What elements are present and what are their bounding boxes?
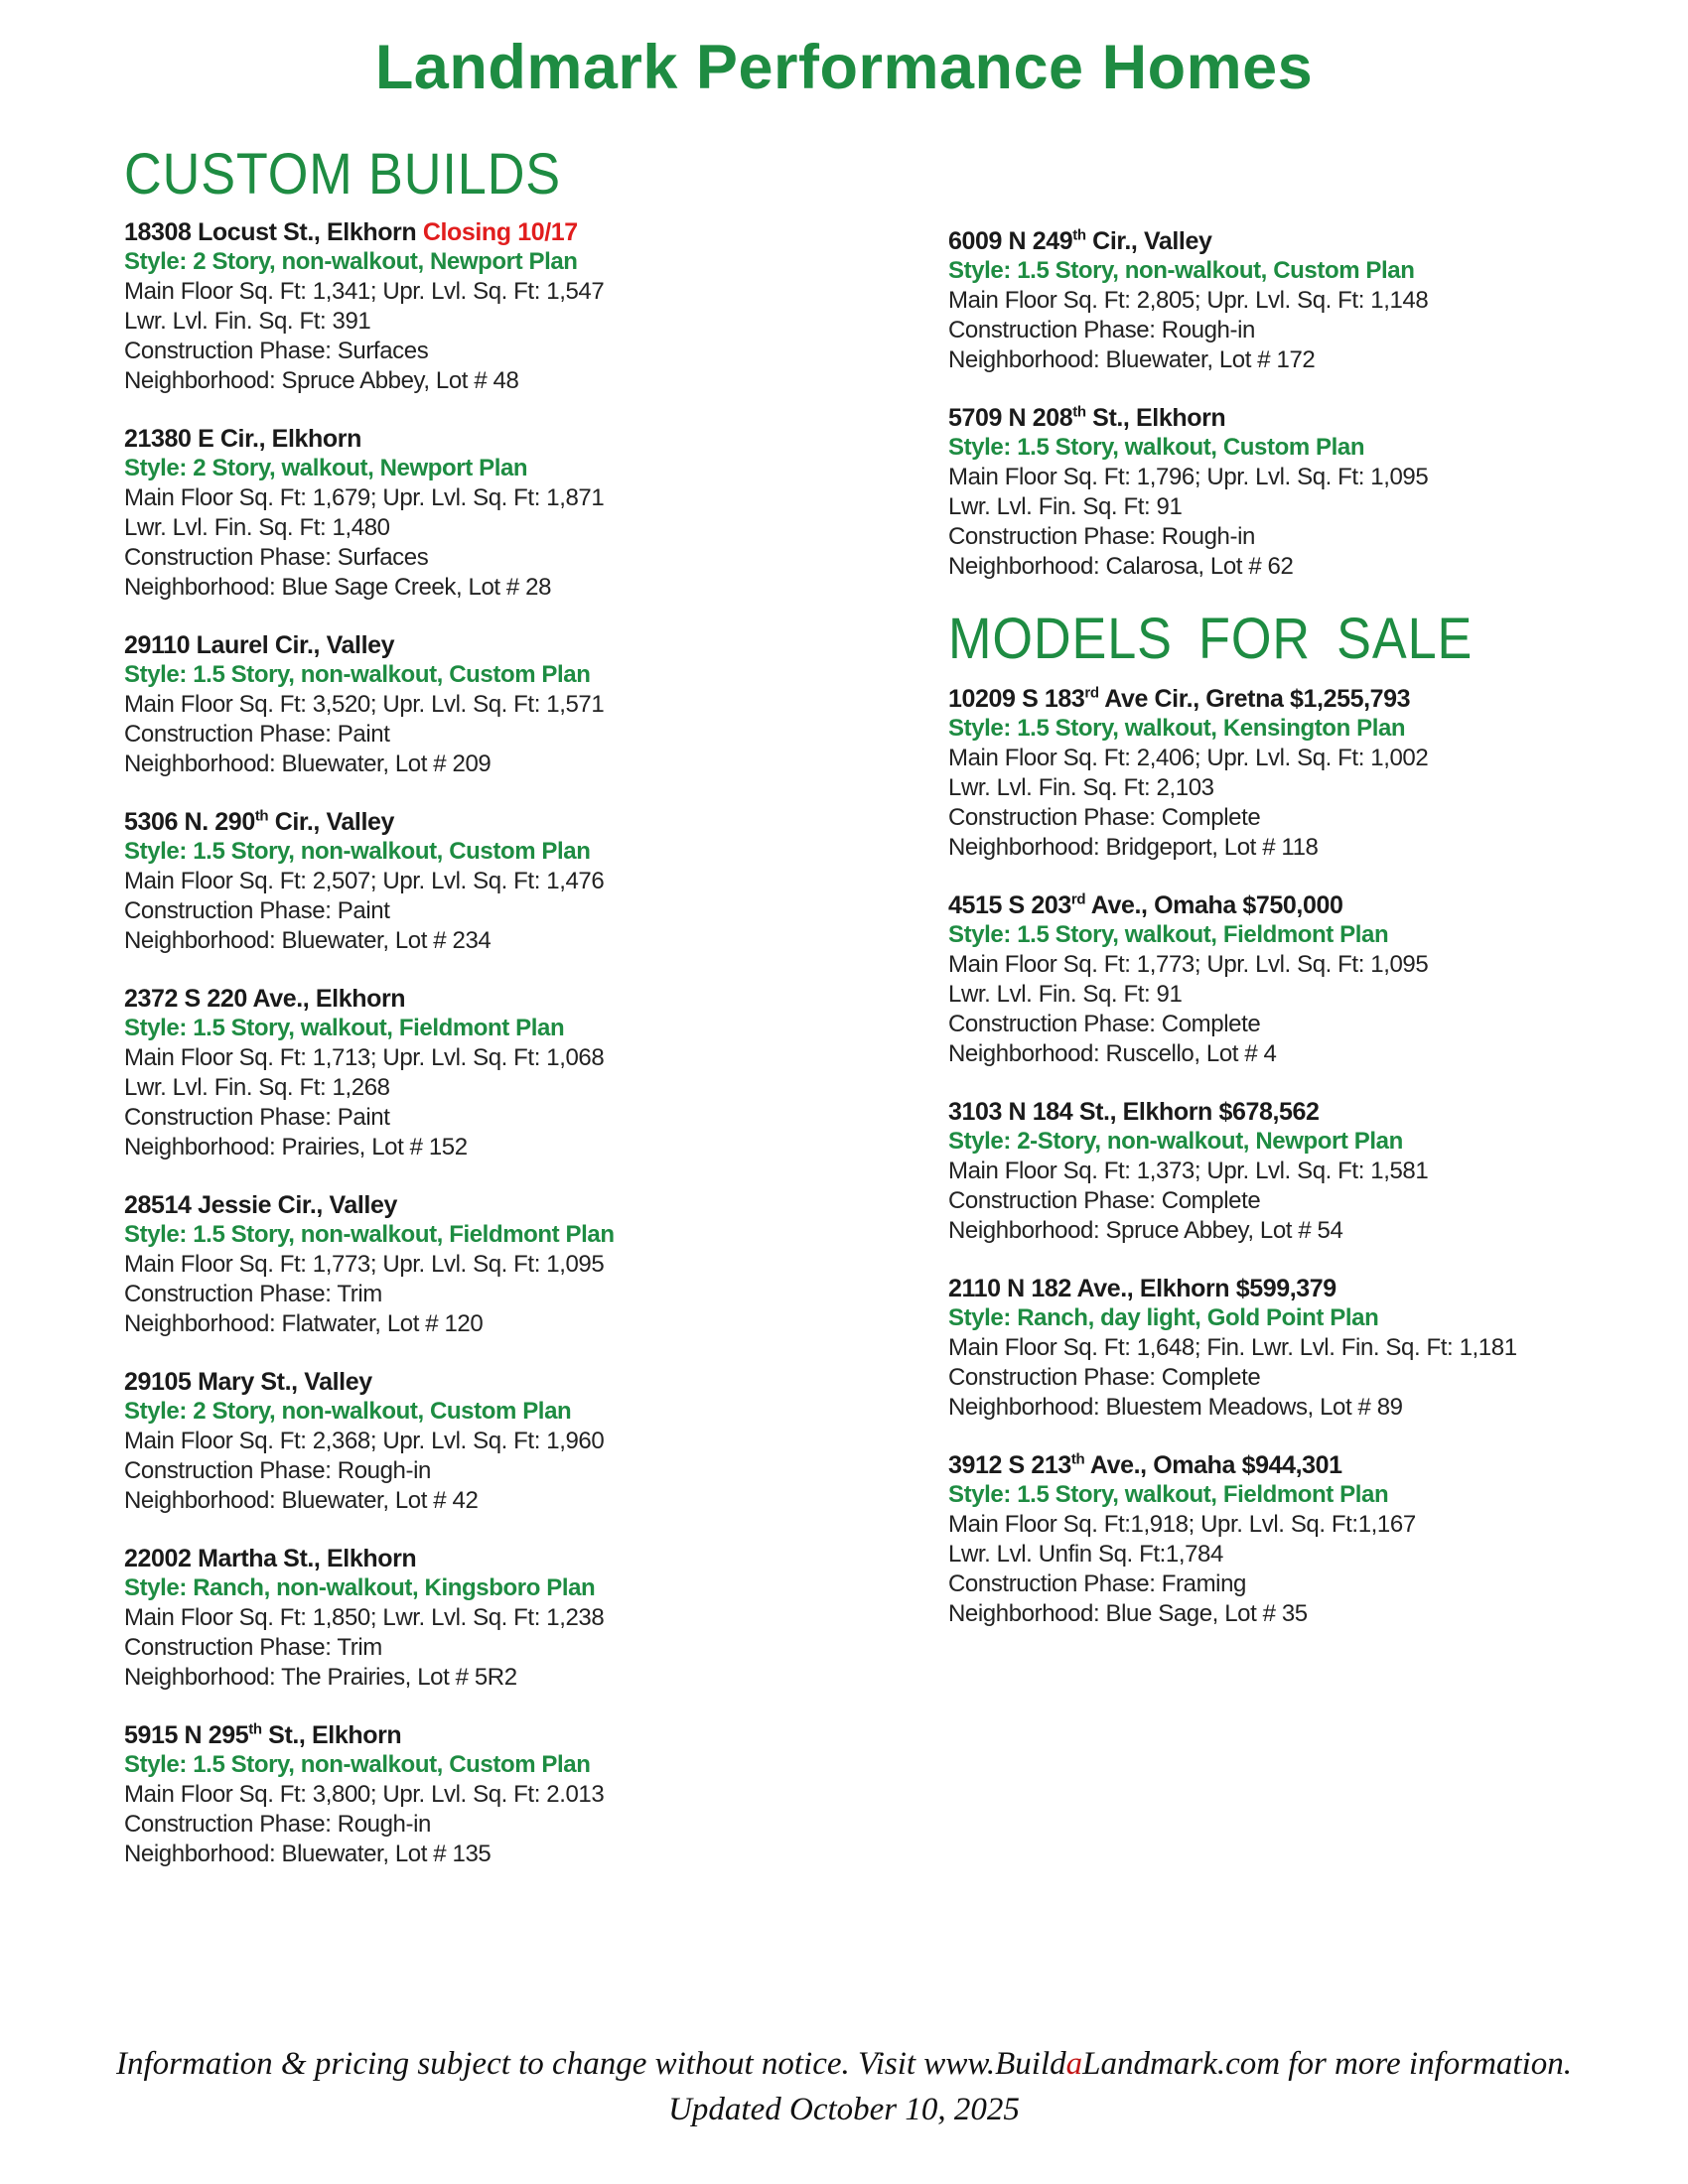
listing-detail: Construction Phase: Rough-in [124, 1456, 431, 1484]
listing-detail: Lwr. Lvl. Fin. Sq. Ft: 1,268 [124, 1073, 390, 1101]
listing-detail: Construction Phase: Trim [124, 1280, 382, 1307]
address-text: 2110 N 182 Ave., Elkhorn [948, 1274, 1230, 1302]
address-text: 18308 Locust St., Elkhorn [124, 217, 417, 246]
listing-address [948, 226, 1663, 256]
listing-detail: Neighborhood: Bridgeport, Lot # 118 [948, 833, 1319, 861]
listing-style: Style: 2-Story, non-walkout, Newport Plan [948, 1127, 1403, 1155]
right-column [948, 226, 1663, 1657]
listing-detail: Main Floor Sq. Ft: 1,341; Upr. Lvl. Sq. Ft: 1,547 [124, 277, 605, 305]
listing-detail: Main Floor Sq. Ft: 3,520; Upr. Lvl. Sq. Ft: 1,571 [124, 690, 605, 718]
custom-builds-listings-col1 [124, 217, 928, 1869]
listing-address [124, 1720, 928, 1750]
listing-detail: Main Floor Sq. Ft:1,918; Upr. Lvl. Sq. Ft:1,167 [948, 1510, 1416, 1538]
listing-detail: Neighborhood: Bluewater, Lot # 135 [124, 1840, 492, 1867]
listing-detail: Main Floor Sq. Ft: 1,850; Lwr. Lvl. Sq. Ft: 1,238 [124, 1603, 605, 1631]
listing-style: Style: Ranch, day light, Gold Point Plan [948, 1303, 1379, 1331]
listing-detail: Construction Phase: Surfaces [124, 337, 429, 364]
models-for-sale-heading: MODELS FOR SALE [948, 607, 1474, 671]
listing-style: Style: 2 Story, non-walkout, Custom Plan [124, 1397, 572, 1425]
address-text: 21380 E Cir., Elkhorn [124, 424, 361, 453]
listing-detail: Neighborhood: Blue Sage Creek, Lot # 28 [124, 573, 552, 601]
listing [124, 807, 928, 956]
listing-style: Style: 1.5 Story, walkout, Fieldmont Plan [948, 920, 1389, 948]
listing-detail: Main Floor Sq. Ft: 1,373; Upr. Lvl. Sq. Ft: 1,581 [948, 1157, 1429, 1184]
listing-style: Style: 2 Story, non-walkout, Newport Plan [124, 247, 578, 275]
listing-detail: Neighborhood: Bluewater, Lot # 172 [948, 346, 1316, 373]
listing-address [948, 403, 1663, 433]
listing-detail: Main Floor Sq. Ft: 1,648; Fin. Lwr. Lvl. Fin. Sq. Ft: 1,181 [948, 1333, 1517, 1361]
listing-price: $944,301 [1241, 1450, 1342, 1479]
listing [124, 984, 928, 1162]
listing-detail: Main Floor Sq. Ft: 2,368; Upr. Lvl. Sq. Ft: 1,960 [124, 1427, 605, 1454]
listing-style: Style: 2 Story, walkout, Newport Plan [124, 454, 528, 481]
listing-price: $599,379 [1235, 1274, 1336, 1302]
listing [948, 1097, 1663, 1246]
listing-address [124, 1190, 928, 1220]
address-text: 3103 N 184 St., Elkhorn [948, 1097, 1212, 1126]
listing-address [124, 424, 928, 454]
address-text: St., Elkhorn [261, 1720, 402, 1749]
models-for-sale-listings [948, 684, 1663, 1629]
address-text: 5915 N 295 [124, 1720, 249, 1749]
listing-address [948, 1274, 1663, 1303]
listing-address [948, 890, 1663, 920]
listing-detail: Lwr. Lvl. Fin. Sq. Ft: 2,103 [948, 773, 1214, 801]
listing-detail: Lwr. Lvl. Fin. Sq. Ft: 91 [948, 980, 1183, 1008]
address-text: Ave Cir., Gretna [1098, 684, 1284, 713]
page-title: Landmark Performance Homes [374, 33, 1314, 102]
address-text: Cir., Valley [268, 807, 395, 836]
listing-detail: Main Floor Sq. Ft: 1,796; Upr. Lvl. Sq. Ft: 1,095 [948, 464, 1429, 490]
listing-detail: Neighborhood: Spruce Abbey, Lot # 48 [124, 366, 519, 394]
address-text: 22002 Martha St., Elkhorn [124, 1544, 417, 1572]
listing-detail: Construction Phase: Complete [948, 803, 1261, 831]
listing-style: Style: 1.5 Story, non-walkout, Fieldmont Plan [124, 1220, 615, 1248]
listing-detail: Neighborhood: Bluewater, Lot # 42 [124, 1486, 479, 1514]
footer-disclaimer-text: Information & pricing subject to change without notice. Visit www.Build [116, 2046, 1066, 2082]
listing-address [124, 807, 928, 837]
address-text: 28514 Jessie Cir., Valley [124, 1190, 397, 1219]
address-text: 5709 N 208 [948, 404, 1073, 432]
listing-style: Style: 1.5 Story, non-walkout, Custom Plan [124, 1750, 591, 1778]
listing-style: Style: 1.5 Story, non-walkout, Custom Plan [948, 257, 1415, 284]
listing-detail: Construction Phase: Rough-in [124, 1810, 431, 1838]
listing-style: Style: 1.5 Story, non-walkout, Custom Plan [124, 660, 591, 688]
listing-detail: Neighborhood: Prairies, Lot # 152 [124, 1133, 468, 1160]
closing-badge: Closing 10/17 [422, 217, 578, 246]
listing-detail: Main Floor Sq. Ft: 2,805; Upr. Lvl. Sq. Ft: 1,148 [948, 287, 1429, 314]
listing-detail: Lwr. Lvl. Fin. Sq. Ft: 1,480 [124, 513, 390, 541]
listing [948, 1274, 1663, 1423]
listing-detail: Lwr. Lvl. Unfin Sq. Ft:1,784 [948, 1540, 1223, 1568]
listing-detail: Construction Phase: Trim [124, 1633, 382, 1661]
address-ordinal: th [1070, 1450, 1085, 1468]
address-ordinal: rd [1070, 890, 1086, 908]
listing-detail: Lwr. Lvl. Fin. Sq. Ft: 391 [124, 307, 371, 335]
listing-detail: Main Floor Sq. Ft: 2,507; Upr. Lvl. Sq. Ft: 1,476 [124, 867, 605, 894]
listing-price: $678,562 [1218, 1097, 1320, 1126]
listing-address [124, 1367, 928, 1397]
listing-detail: Construction Phase: Paint [124, 720, 390, 748]
footer-updated-date: Updated October 10, 2025 [668, 2092, 1020, 2127]
listing-detail: Neighborhood: Bluestem Meadows, Lot # 89 [948, 1393, 1403, 1421]
listing-detail: Construction Phase: Framing [948, 1570, 1247, 1597]
address-text: Ave., Omaha [1085, 890, 1236, 919]
listing [948, 1450, 1663, 1629]
listing [124, 1367, 928, 1516]
listing-detail: Construction Phase: Rough-in [948, 317, 1255, 343]
listing-address [948, 684, 1663, 714]
custom-builds-listings-col2 [948, 226, 1663, 582]
listing-style: Style: Ranch, non-walkout, Kingsboro Plan [124, 1573, 596, 1601]
listing [948, 890, 1663, 1069]
listing-price: $1,255,793 [1290, 684, 1411, 713]
listing-detail: Neighborhood: Blue Sage, Lot # 35 [948, 1599, 1308, 1627]
footer-red-letter: a [1065, 2046, 1083, 2082]
listing [124, 424, 928, 603]
listing-address [124, 984, 928, 1014]
listing-detail: Main Floor Sq. Ft: 1,713; Upr. Lvl. Sq. Ft: 1,068 [124, 1043, 605, 1071]
listing-detail: Neighborhood: Spruce Abbey, Lot # 54 [948, 1216, 1343, 1244]
listing-style: Style: 1.5 Story, walkout, Custom Plan [948, 434, 1365, 461]
address-text: 2372 S 220 Ave., Elkhorn [124, 984, 406, 1013]
listing-detail: Neighborhood: Bluewater, Lot # 209 [124, 750, 492, 777]
address-text: 5306 N. 290 [124, 807, 255, 836]
address-ordinal: th [254, 807, 269, 825]
address-text: 10209 S 183 [948, 684, 1085, 713]
listing-style: Style: 1.5 Story, walkout, Kensington Plan [948, 714, 1406, 742]
listing [948, 403, 1663, 582]
listing [124, 1720, 928, 1869]
listing-detail: Main Floor Sq. Ft: 2,406; Upr. Lvl. Sq. Ft: 1,002 [948, 744, 1429, 771]
listing-detail: Neighborhood: The Prairies, Lot # 5R2 [124, 1663, 517, 1691]
listing [948, 226, 1663, 375]
address-text: Cir., Valley [1085, 227, 1212, 255]
custom-builds-column-1 [124, 142, 928, 1897]
listing-detail: Construction Phase: Complete [948, 1010, 1261, 1037]
address-text: 6009 N 249 [948, 227, 1073, 255]
listing-price: $750,000 [1242, 890, 1343, 919]
listing-detail: Construction Phase: Surfaces [124, 543, 429, 571]
listing-address [948, 1450, 1663, 1480]
listing [948, 684, 1663, 863]
listing-detail: Neighborhood: Flatwater, Lot # 120 [124, 1309, 484, 1337]
listing-detail: Lwr. Lvl. Fin. Sq. Ft: 91 [948, 493, 1183, 520]
listing-detail: Main Floor Sq. Ft: 1,773; Upr. Lvl. Sq. Ft: 1,095 [948, 950, 1429, 978]
listing-address [124, 1544, 928, 1573]
listing-address [124, 217, 928, 247]
listing-style: Style: 1.5 Story, walkout, Fieldmont Plan [124, 1014, 565, 1041]
listing-detail: Neighborhood: Calarosa, Lot # 62 [948, 553, 1294, 580]
listing-detail: Construction Phase: Complete [948, 1363, 1261, 1391]
listing-detail: Main Floor Sq. Ft: 1,679; Upr. Lvl. Sq. Ft: 1,871 [124, 483, 605, 511]
footer-disclaimer [0, 2041, 1688, 2087]
listing-detail: Neighborhood: Bluewater, Lot # 234 [124, 926, 492, 954]
address-text: 3912 S 213 [948, 1450, 1071, 1479]
listing-detail: Construction Phase: Paint [124, 896, 390, 924]
listing [124, 1190, 928, 1339]
address-text: Ave., Omaha [1084, 1450, 1236, 1479]
listing-style: Style: 1.5 Story, walkout, Fieldmont Plan [948, 1480, 1389, 1508]
address-text: 29105 Mary St., Valley [124, 1367, 372, 1396]
listing [124, 1544, 928, 1693]
listing [124, 217, 928, 396]
address-ordinal: th [248, 1720, 262, 1738]
listing-address [948, 1097, 1663, 1127]
listing-detail: Construction Phase: Paint [124, 1103, 390, 1131]
listing-detail: Neighborhood: Ruscello, Lot # 4 [948, 1039, 1277, 1067]
address-text: St., Elkhorn [1085, 404, 1226, 432]
listing-detail: Main Floor Sq. Ft: 1,773; Upr. Lvl. Sq. Ft: 1,095 [124, 1250, 605, 1278]
address-text: 4515 S 203 [948, 890, 1071, 919]
listing-address [124, 630, 928, 660]
address-ordinal: th [1072, 226, 1086, 244]
custom-builds-heading: CUSTOM BUILDS [124, 142, 562, 206]
listing-detail: Construction Phase: Rough-in [948, 523, 1255, 550]
address-ordinal: rd [1084, 684, 1099, 702]
footer [0, 2041, 1688, 2132]
footer-disclaimer-text: Landmark.com for more information. [1082, 2046, 1572, 2082]
listing-style: Style: 1.5 Story, non-walkout, Custom Plan [124, 837, 591, 865]
address-text: 29110 Laurel Cir., Valley [124, 630, 395, 659]
listing-detail: Construction Phase: Complete [948, 1186, 1261, 1214]
listing-detail: Main Floor Sq. Ft: 3,800; Upr. Lvl. Sq. Ft: 2.013 [124, 1780, 605, 1808]
listing [124, 630, 928, 779]
address-ordinal: th [1072, 403, 1086, 421]
